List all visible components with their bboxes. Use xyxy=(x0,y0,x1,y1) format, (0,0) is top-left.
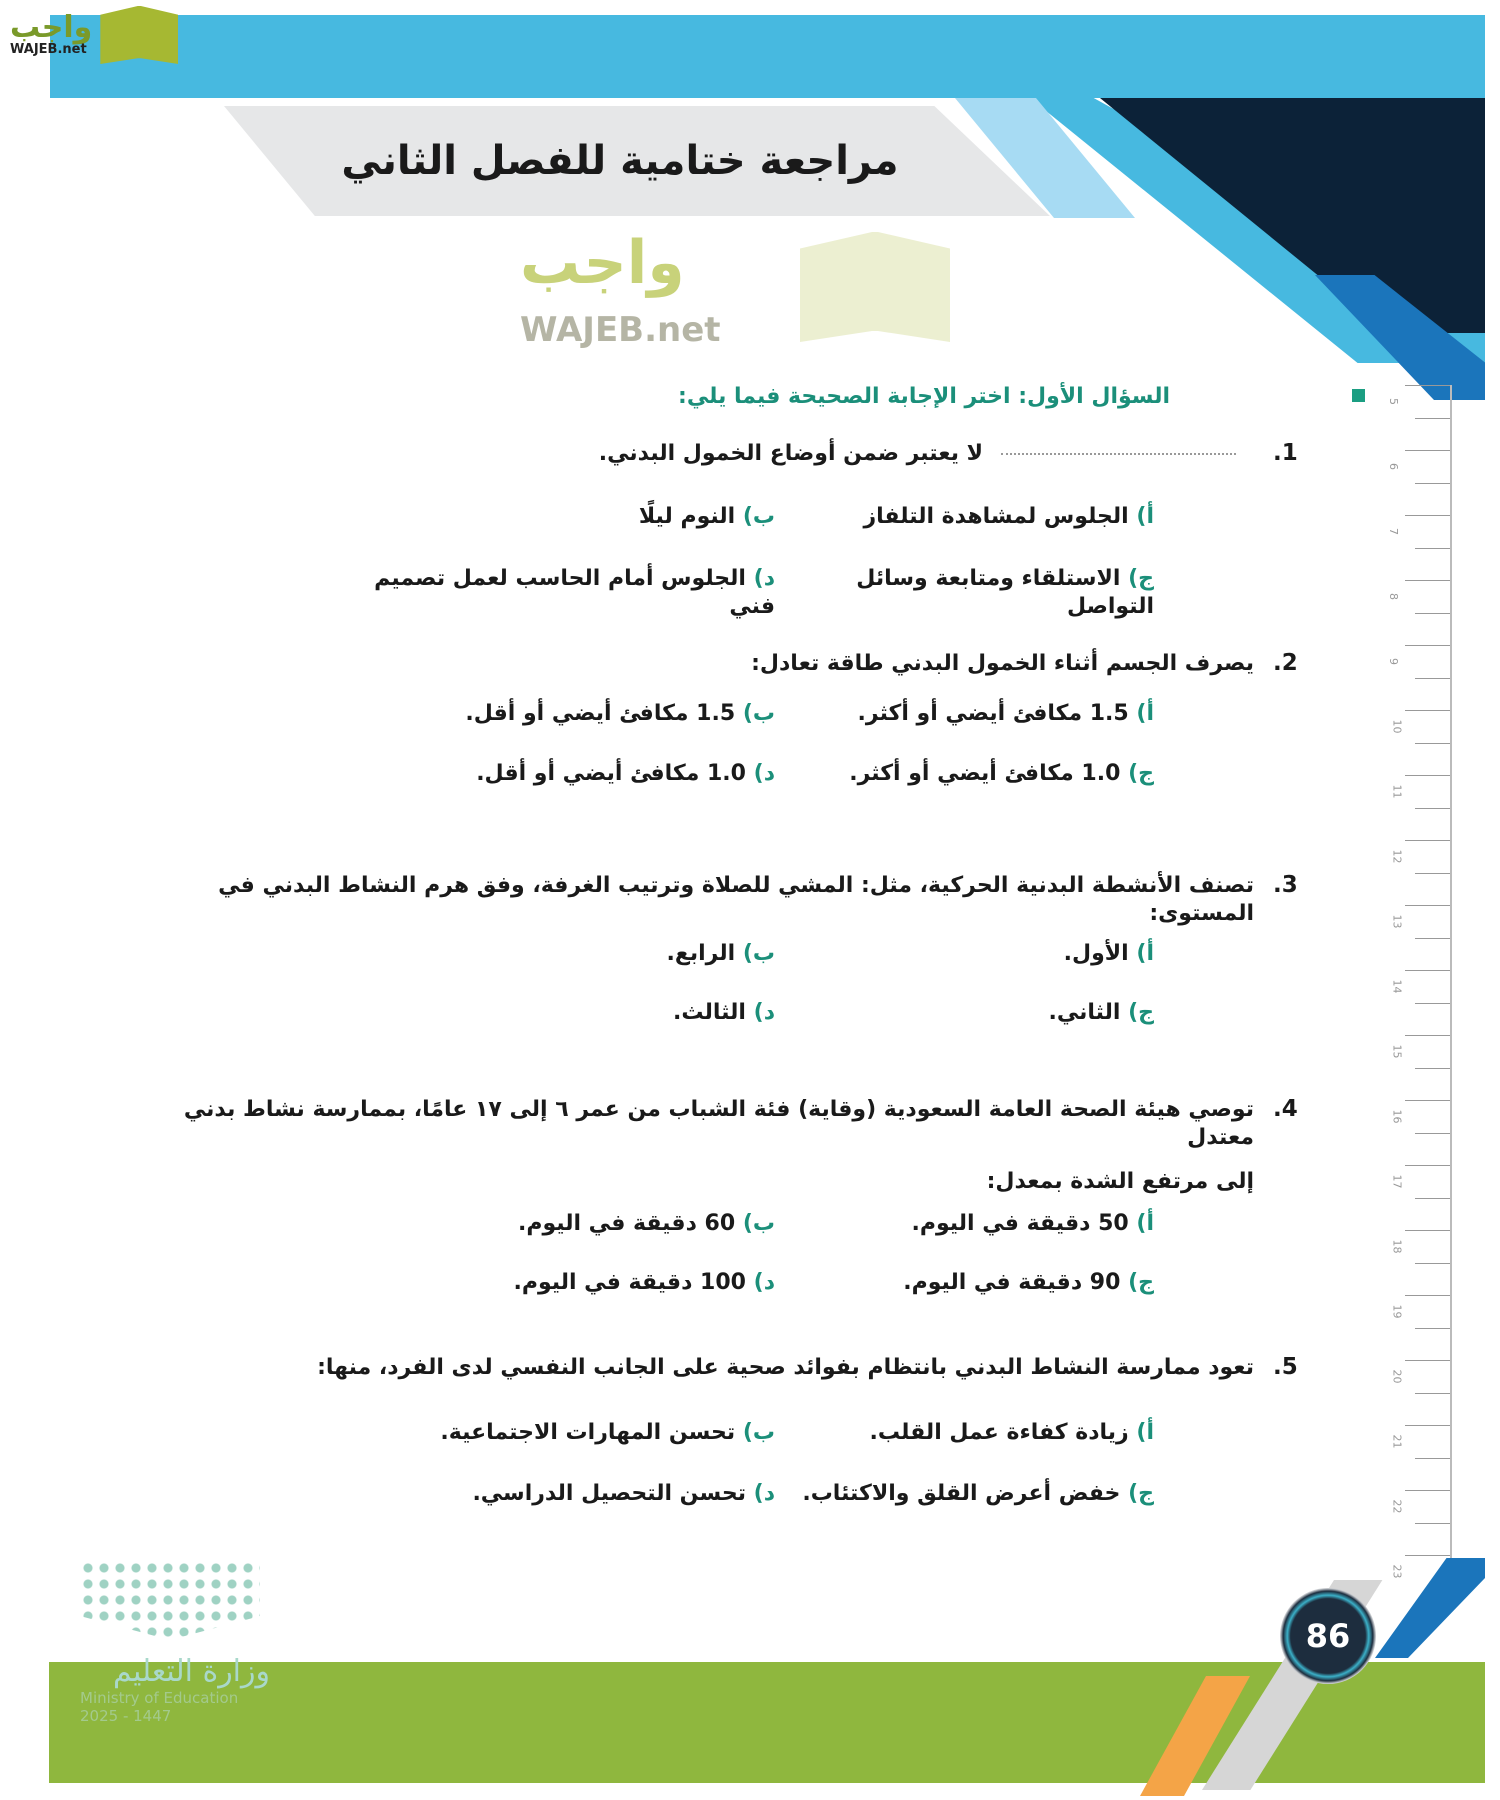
question-text xyxy=(114,650,1254,678)
option-label: د) xyxy=(753,566,775,591)
ruler-number: 12 xyxy=(1390,849,1404,864)
ruler-number: 21 xyxy=(1390,1434,1404,1449)
ruler-number: 6 xyxy=(1387,463,1400,470)
option-label: ب) xyxy=(742,941,775,966)
option-text: الرابع. xyxy=(666,941,736,966)
ruler-tick xyxy=(1415,873,1450,874)
question-text-line: تعود ممارسة النشاط البدني بانتظام بفوائد صحية على الجانب النفسي لدى الفرد، منها: xyxy=(317,1355,1254,1380)
answer-option[interactable] xyxy=(355,700,775,728)
option-text: الثالث. xyxy=(673,1000,746,1025)
option-text: 100 دقيقة في اليوم. xyxy=(513,1270,746,1295)
ruler-tick xyxy=(1405,580,1450,581)
answer-option[interactable] xyxy=(794,940,1154,968)
ruler-tick xyxy=(1405,1230,1450,1231)
option-text: 1.5 مكافئ أيضي أو أكثر. xyxy=(857,701,1129,726)
option-label: ج) xyxy=(1128,1481,1154,1506)
ruler-number: 17 xyxy=(1390,1174,1404,1189)
option-label: أ) xyxy=(1136,504,1154,529)
ministry-ar: وزارة التعليم xyxy=(112,1654,270,1689)
question-number: .5 xyxy=(1273,1354,1298,1380)
question-text-block xyxy=(114,872,1254,928)
option-text: 1.0 مكافئ أيضي أو أقل. xyxy=(476,761,746,786)
ruler-tick xyxy=(1405,645,1450,646)
ruler-number: 14 xyxy=(1390,979,1404,994)
ruler-tick xyxy=(1405,775,1450,776)
option-label: أ) xyxy=(1136,1420,1154,1445)
ruler-tick xyxy=(1415,418,1450,419)
ruler-tick xyxy=(1415,1523,1450,1524)
ruler-tick xyxy=(1415,808,1450,809)
ministry-year: 2025 - 1447 xyxy=(80,1707,172,1725)
option-label: ج) xyxy=(1128,1270,1154,1295)
answer-option[interactable] xyxy=(355,1419,775,1447)
ruler-number: 23 xyxy=(1390,1564,1404,1579)
question-number: .1 xyxy=(1273,440,1298,466)
ruler-tick xyxy=(1415,1458,1450,1459)
ruler-tick xyxy=(1405,1425,1450,1426)
question-number: .2 xyxy=(1273,650,1298,676)
ruler-tick xyxy=(1405,385,1450,386)
answer-option[interactable] xyxy=(794,565,1154,621)
ruler-tick xyxy=(1405,1035,1450,1036)
question-text-line2: إلى مرتفع الشدة بمعدل: xyxy=(986,1169,1254,1194)
wajeb-logo[interactable] xyxy=(10,6,178,64)
question-text xyxy=(114,872,1254,928)
ruler-number: 10 xyxy=(1390,719,1404,734)
option-text: الجلوس لمشاهدة التلفاز xyxy=(863,504,1129,529)
logo-text: واجب xyxy=(10,9,93,45)
ministry-en: Ministry of Education xyxy=(80,1689,239,1707)
ruler-tick xyxy=(1405,1100,1450,1101)
question-text-block xyxy=(114,440,1254,468)
ruler-tick xyxy=(1405,710,1450,711)
ruler-tick xyxy=(1415,1068,1450,1069)
blank-line xyxy=(1001,453,1236,455)
answer-option[interactable] xyxy=(794,1269,1154,1297)
watermark-en: WAJEB.net xyxy=(520,310,721,350)
option-text: خفض أعرض القلق والاكتئاب. xyxy=(802,1481,1121,1506)
top-band xyxy=(50,15,1485,98)
answer-option[interactable] xyxy=(794,503,1154,531)
ruler-tick xyxy=(1405,1555,1450,1556)
question-text-block xyxy=(114,1096,1254,1152)
option-text: تحسن التحصيل الدراسي. xyxy=(472,1481,746,1506)
option-label: أ) xyxy=(1136,941,1154,966)
option-text: تحسن المهارات الاجتماعية. xyxy=(440,1420,736,1445)
question-text xyxy=(114,440,1254,468)
answer-option[interactable] xyxy=(794,1419,1154,1447)
answer-option[interactable] xyxy=(794,700,1154,728)
page-title: مراجعة ختامية للفصل الثاني xyxy=(341,138,899,184)
ruler-number: 8 xyxy=(1387,593,1400,600)
option-label: د) xyxy=(753,1481,775,1506)
ruler-tick xyxy=(1405,1295,1450,1296)
ruler-tick xyxy=(1415,1263,1450,1264)
ruler-tick xyxy=(1415,1393,1450,1394)
answer-option[interactable] xyxy=(355,1269,775,1297)
question-text-line: يصرف الجسم أثناء الخمول البدني طاقة تعادل: xyxy=(751,651,1254,676)
question-text xyxy=(114,1096,1254,1196)
option-label: ب) xyxy=(742,1211,775,1236)
ruler-number: 11 xyxy=(1390,784,1404,799)
option-text: الأول. xyxy=(1063,941,1129,966)
option-text: 1.0 مكافئ أيضي أو أكثر. xyxy=(849,761,1121,786)
question-number: .3 xyxy=(1273,872,1298,898)
book-icon xyxy=(100,6,178,64)
option-text: الثاني. xyxy=(1048,1000,1121,1025)
ruler-tick xyxy=(1415,1198,1450,1199)
ruler-number: 9 xyxy=(1387,658,1400,665)
ruler-number: 22 xyxy=(1390,1499,1404,1514)
option-text: الاستلقاء ومتابعة وسائل التواصل xyxy=(856,566,1154,619)
ruler-number: 13 xyxy=(1390,914,1404,929)
question-text-line: لا يعتبر ضمن أوضاع الخمول البدني. xyxy=(598,441,983,466)
answer-option[interactable] xyxy=(355,1480,775,1508)
ruler-tick xyxy=(1415,548,1450,549)
option-text: 60 دقيقة في اليوم. xyxy=(517,1211,736,1236)
logo-subtext: WAJEB.net xyxy=(10,41,87,57)
ruler-tick xyxy=(1405,970,1450,971)
answer-option[interactable] xyxy=(794,760,1154,788)
watermark-book-icon xyxy=(800,232,950,342)
option-text: 50 دقيقة في اليوم. xyxy=(911,1211,1129,1236)
option-text: النوم ليلًا xyxy=(638,504,736,529)
ruler-tick xyxy=(1415,1003,1450,1004)
answer-option[interactable] xyxy=(794,999,1154,1027)
ruler-number: 5 xyxy=(1387,398,1400,405)
answer-option[interactable] xyxy=(355,1210,775,1238)
ruler-number: 15 xyxy=(1390,1044,1404,1059)
ruler-number: 7 xyxy=(1387,528,1400,535)
ruler-tick xyxy=(1415,678,1450,679)
question-text-line: تصنف الأنشطة البدنية الحركية، مثل: المشي للصلاة وترتيب الغرفة، وفق هرم النشاط البدني في المستوى: xyxy=(218,873,1254,926)
option-text: الجلوس أمام الحاسب لعمل تصميم فني xyxy=(374,566,775,619)
ruler-tick xyxy=(1405,1360,1450,1361)
ruler xyxy=(1387,385,1452,1585)
answer-option[interactable] xyxy=(355,503,775,531)
ruler-tick xyxy=(1405,1490,1450,1491)
ruler-tick xyxy=(1415,613,1450,614)
ruler-number: 18 xyxy=(1390,1239,1404,1254)
option-label: د) xyxy=(753,761,775,786)
question-text-block xyxy=(114,650,1254,678)
answer-option[interactable] xyxy=(794,1480,1154,1508)
ruler-number: 16 xyxy=(1390,1109,1404,1124)
watermark-ar: واجب xyxy=(520,228,685,298)
ruler-tick xyxy=(1415,483,1450,484)
ruler-tick xyxy=(1405,1165,1450,1166)
ministry-dots-icon xyxy=(80,1560,260,1640)
ruler-tick xyxy=(1405,905,1450,906)
page-number: 86 xyxy=(1305,1617,1351,1655)
ruler-tick xyxy=(1405,515,1450,516)
ruler-tick xyxy=(1415,938,1450,939)
section-heading: السؤال الأول: اختر الإجابة الصحيحة فيما يلي: xyxy=(678,384,1170,409)
option-text: 1.5 مكافئ أيضي أو أقل. xyxy=(465,701,736,726)
option-label: ج) xyxy=(1128,1000,1154,1025)
bullet-square-icon xyxy=(1352,389,1365,402)
ministry-logo xyxy=(80,1560,270,1725)
answer-option[interactable] xyxy=(355,760,775,788)
option-text: 90 دقيقة في اليوم. xyxy=(903,1270,1121,1295)
question-number: .4 xyxy=(1273,1096,1298,1122)
option-label: ب) xyxy=(742,504,775,529)
answer-option[interactable] xyxy=(794,1210,1154,1238)
ruler-tick xyxy=(1405,450,1450,451)
answer-option[interactable] xyxy=(355,940,775,968)
option-label: د) xyxy=(753,1000,775,1025)
ruler-tick xyxy=(1415,1328,1450,1329)
ruler-number: 20 xyxy=(1390,1369,1404,1384)
ruler-tick xyxy=(1415,1133,1450,1134)
page-number-badge xyxy=(1280,1588,1376,1684)
option-label: أ) xyxy=(1136,1211,1154,1236)
question-text-line: توصي هيئة الصحة العامة السعودية (وقاية) فئة الشباب من عمر ٦ إلى ١٧ عامًا، بممارسة نشاط بدني معتدل xyxy=(183,1097,1254,1150)
answer-option[interactable] xyxy=(355,999,775,1027)
option-label: ب) xyxy=(742,1420,775,1445)
ruler-tick xyxy=(1415,743,1450,744)
option-text: زيادة كفاءة عمل القلب. xyxy=(869,1420,1129,1445)
option-label: ج) xyxy=(1128,761,1154,786)
option-label: ب) xyxy=(742,701,775,726)
answer-option[interactable] xyxy=(355,565,775,621)
option-label: أ) xyxy=(1136,701,1154,726)
ruler-tick xyxy=(1405,840,1450,841)
question-text xyxy=(114,1354,1254,1382)
option-label: د) xyxy=(753,1270,775,1295)
ruler-number: 19 xyxy=(1390,1304,1404,1319)
option-label: ج) xyxy=(1128,566,1154,591)
question-text-block xyxy=(114,1354,1254,1382)
